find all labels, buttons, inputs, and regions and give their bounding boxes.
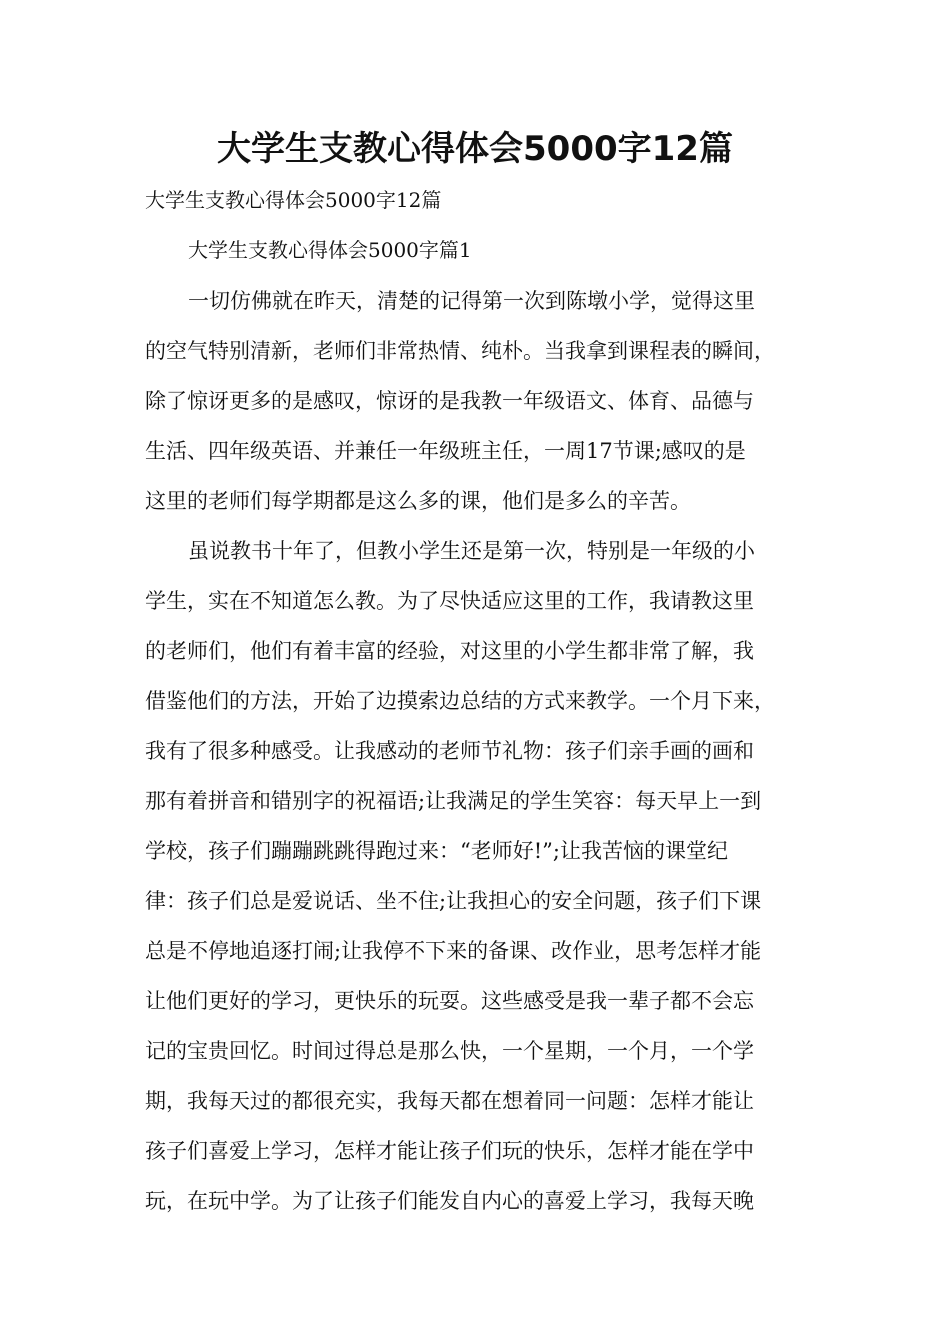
paragraph-line: 的老师们，他们有着丰富的经验，对这里的小学生都非常了解，我 <box>145 639 754 663</box>
paragraph-line: 玩，在玩中学。为了让孩子们能发自内心的喜爱上学习，我每天晚 <box>145 1189 754 1213</box>
paragraph <box>145 276 825 526</box>
paragraph-line: 律：孩子们总是爱说话、坐不住;让我担心的安全问题，孩子们下课 <box>145 889 762 913</box>
section-heading: 大学生支教心得体会5000字篇1 <box>188 238 472 262</box>
paragraph-line: 虽说教书十年了，但教小学生还是第一次，特别是一年级的小 <box>188 539 755 563</box>
paragraph-line: 学生，实在不知道怎么教。为了尽快适应这里的工作，我请教这里 <box>145 589 754 613</box>
paragraph-line: 期，我每天过的都很充实，我每天都在想着同一问题：怎样才能让 <box>145 1089 754 1113</box>
paragraph-line: 记的宝贵回忆。时间过得总是那么快，一个星期，一个月，一个学 <box>145 1039 754 1063</box>
document-subtitle: 大学生支教心得体会5000字12篇 <box>145 188 442 212</box>
document-title: 大学生支教心得体会5000字12篇 <box>217 129 733 169</box>
paragraph-line: 的空气特别清新，老师们非常热情、纯朴。当我拿到课程表的瞬间， <box>145 339 775 363</box>
paragraph-line: 生活、四年级英语、并兼任一年级班主任，一周17节课;感叹的是 <box>145 439 746 463</box>
paragraph-line: 让他们更好的学习，更快乐的玩耍。这些感受是我一辈子都不会忘 <box>145 989 754 1013</box>
paragraph-line: 学校，孩子们蹦蹦跳跳得跑过来：“老师好!”;让我苦恼的课堂纪 <box>145 839 728 863</box>
paragraph-line: 孩子们喜爱上学习，怎样才能让孩子们玩的快乐，怎样才能在学中 <box>145 1139 754 1163</box>
paragraph-line: 除了惊讶更多的是感叹，惊讶的是我教一年级语文、体育、品德与 <box>145 389 754 413</box>
paragraph-line: 这里的老师们每学期都是这么多的课，他们是多么的辛苦。 <box>145 489 691 513</box>
paragraph-line: 一切仿佛就在昨天，清楚的记得第一次到陈墩小学，觉得这里 <box>188 289 755 313</box>
paragraph-line: 那有着拼音和错别字的祝福语;让我满足的学生笑容：每天早上一到 <box>145 789 762 813</box>
paragraph-line: 我有了很多种感受。让我感动的老师节礼物：孩子们亲手画的画和 <box>145 739 754 763</box>
paragraph-line: 总是不停地追逐打闹;让我停不下来的备课、改作业，思考怎样才能 <box>145 939 762 963</box>
paragraph-line: 借鉴他们的方法，开始了边摸索边总结的方式来教学。一个月下来， <box>145 689 775 713</box>
paragraph <box>145 526 825 1226</box>
